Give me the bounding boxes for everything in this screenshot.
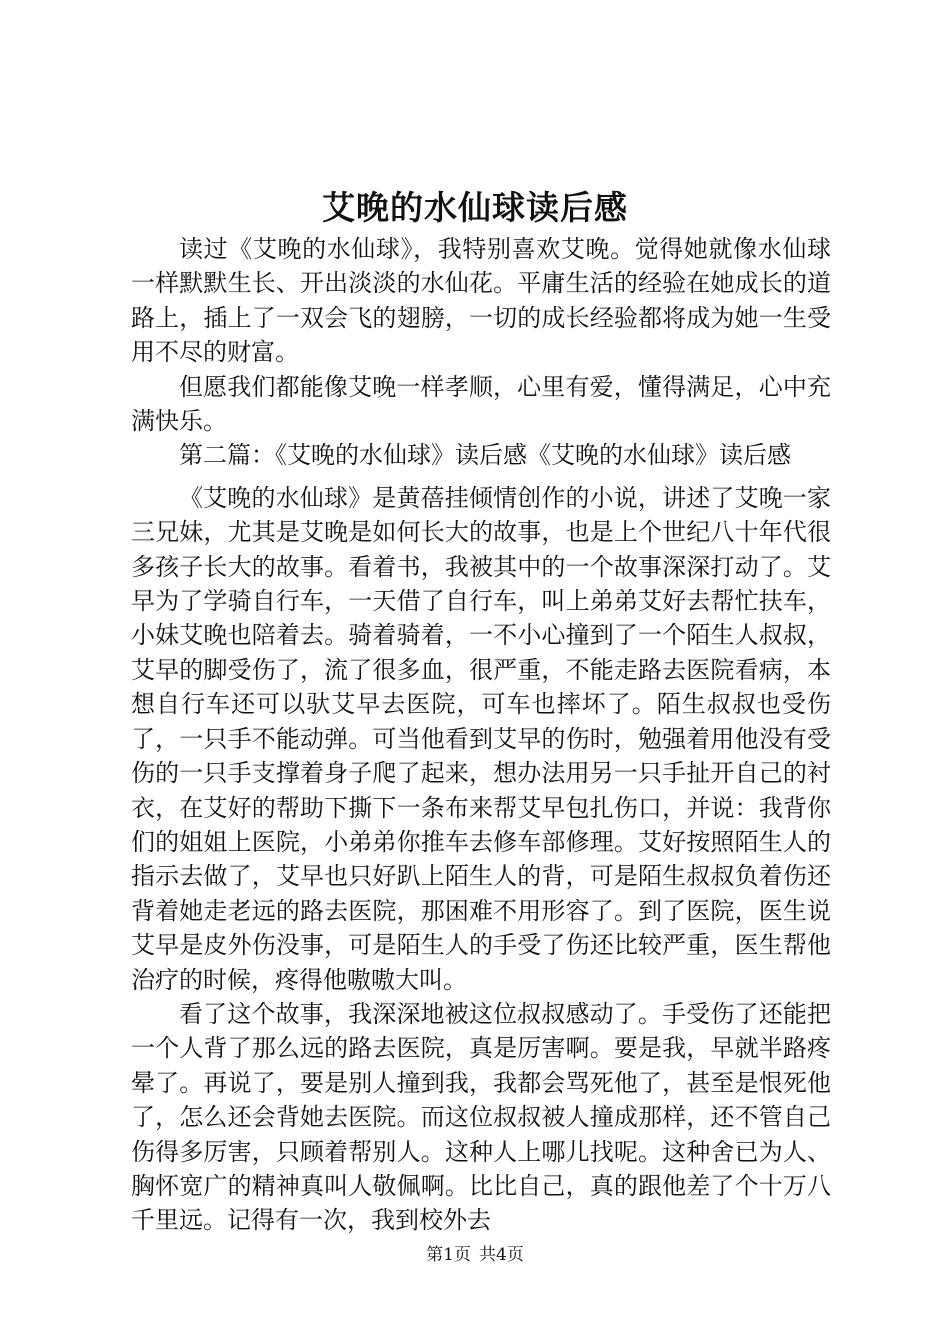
page-total: 共4页 [479, 1245, 524, 1265]
page-number: 第1页 [426, 1245, 471, 1265]
document-body [131, 232, 831, 1238]
paragraph-reflection: 看了这个故事，我深深地被这位叔叔感动了。手受伤了还能把一个人背了那么远的路去医院，真是厉害啊。要是我，早就半路疼晕了。再说了，要是别人撞到我，我都会骂死他了，甚至是恨死他了，怎么还会背她去医院。而这位叔叔被人撞成那样，还不管自己伤得多厉害，只顾着帮别人。这种人上哪儿找呢。这种舍已为人、胸怀宽广的精神真叫人敬佩啊。比比自己，真的跟他差了个十万八千里远。记得有一次，我到校外去 [131, 999, 831, 1235]
paragraph-intro: 读过《艾晚的水仙球》，我特别喜欢艾晚。觉得她就像水仙球一样默默生长、开出淡淡的水仙花。平庸生活的经验在她成长的道路上，插上了一双会飞的翅膀，一切的成长经验都将成为她一生受用不尽的财富。 [131, 235, 831, 367]
paragraph-story: 《艾晚的水仙球》是黄蓓挂倾情创作的小说，讲述了艾晚一家三兄妹，尤其是艾晚是如何长大的故事，也是上个世纪八十年代很多孩子长大的故事。看着书，我被其中的一个故事深深打动了。艾早为了学骑自行车，一天借了自行车，叫上弟弟艾好去帮忙扶车，小妹艾晚也陪着去。骑着骑着，一不小心撞到了一个陌生人叔叔，艾早的脚受伤了，流了很多血，很严重，不能走路去医院看病，本想自行车还可以驮艾早去医院，可车也摔坏了。陌生叔叔也受伤了，一只手不能动弹。可当他看到艾早的伤时，勉强着用他没有受伤的一只手支撑着身子爬了起来，想办法用另一只手扯开自己的衬衣，在艾好的帮助下撕下一条布来帮艾早包扎伤口，并说：我背你们的姐姐上医院，小弟弟你推车去修车部修理。艾好按照陌生人的指示去做了，艾早也只好趴上陌生人的背，可是陌生叔叔负着伤还背着她走老远的路去医院，那困难不用形容了。到了医院，医生说艾早是皮外伤没事，可是陌生人的手受了伤还比较严重，医生帮他治疗的时候，疼得他嗷嗷大叫。 [131, 483, 831, 994]
paragraph-wish: 但愿我们都能像艾晚一样孝顺，心里有爱，懂得满足，心中充满快乐。 [131, 372, 831, 436]
document-title: 艾晚的水仙球读后感 [322, 188, 628, 227]
page-footer [0, 1243, 950, 1267]
paragraph-section-heading: 第二篇：《艾晚的水仙球》读后感《艾晚的水仙球》读后感 [179, 441, 791, 470]
